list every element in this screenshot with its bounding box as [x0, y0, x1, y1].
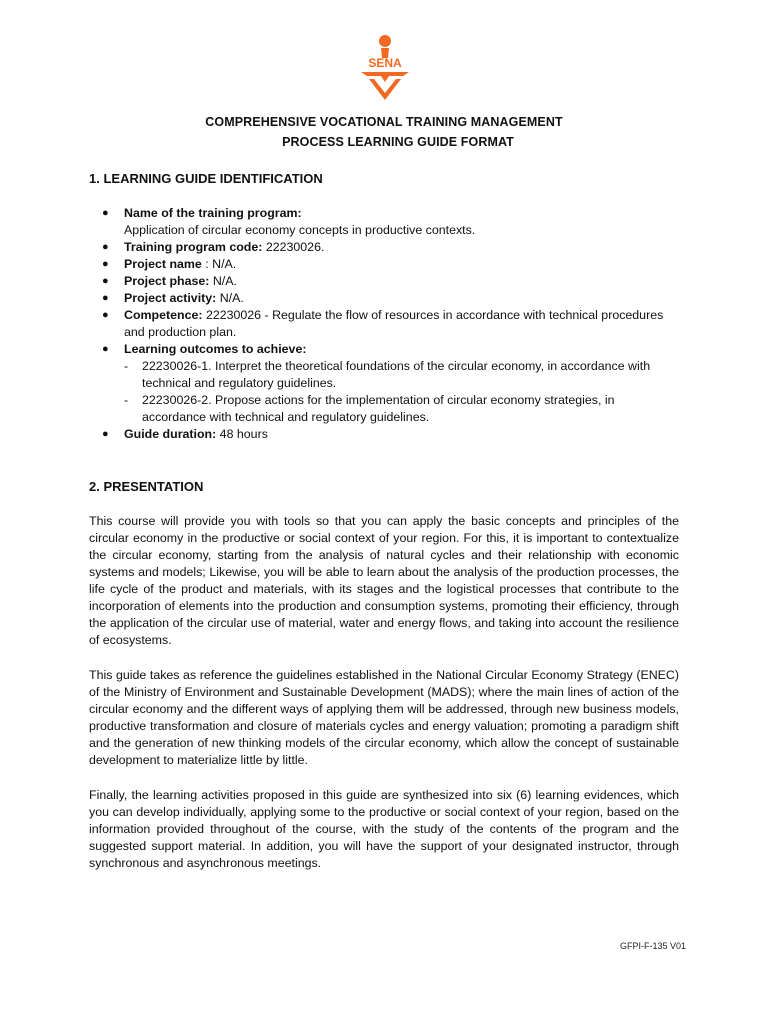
- project-name-label: Project name: [124, 257, 202, 271]
- program-value: Application of circular economy concepts in productive contexts.: [124, 223, 476, 237]
- identification-list: [89, 205, 679, 443]
- document-title-line-1: COMPREHENSIVE VOCATIONAL TRAINING MANAGEMENT: [205, 115, 563, 129]
- list-item-code: [89, 239, 679, 256]
- learning-outcome-text: 22230026-2. Propose actions for the implementation of circular economy strategies, in accordance with technical and regulatory guidelines.: [142, 393, 615, 424]
- competence-label: Competence:: [124, 308, 203, 322]
- presentation-paragraph-3: Finally, the learning activities proposed in this guide are synthesized into six (6) learning evidences, which you can develop individually, applying some to the productive or social context of your region, based on the information provided throughout of the course, with the study of the contents of the program and the suggested support material. In addition, you will have the support of your designated instructor, through synchronous and asynchronous meetings.: [89, 788, 679, 870]
- list-item-program: [89, 205, 679, 239]
- learning-outcomes-label: Learning outcomes to achieve:: [124, 342, 307, 356]
- project-name-value: : N/A.: [201, 257, 237, 271]
- learning-outcome-text: 22230026-1. Interpret the theoretical foundations of the circular economy, in accordance with technical and regulatory guidelines.: [142, 359, 651, 390]
- section-2-heading: 2. PRESENTATION: [89, 479, 204, 494]
- project-phase-value: N/A.: [209, 274, 237, 288]
- list-item-project-activity: [89, 290, 679, 307]
- bullet-icon: ●: [102, 309, 109, 321]
- duration-label: Guide duration:: [124, 427, 217, 441]
- section-1-heading: 1. LEARNING GUIDE IDENTIFICATION: [89, 171, 323, 186]
- bullet-icon: ●: [102, 275, 109, 287]
- bullet-icon: ●: [102, 241, 109, 253]
- list-item-project-name: [89, 256, 679, 273]
- list-item-learning-outcomes: [89, 341, 679, 426]
- project-phase-label: Project phase:: [124, 274, 210, 288]
- project-activity-value: N/A.: [216, 291, 244, 305]
- duration-value: 48 hours: [216, 427, 268, 441]
- project-activity-label: Project activity:: [124, 291, 217, 305]
- footer-document-code: GFPI-F-135 V01: [620, 941, 687, 951]
- sena-logo: [355, 34, 415, 104]
- presentation-paragraph-1: This course will provide you with tools so that you can apply the basic concepts and principles of the circular economy in the productive or social context of your region. For this, it is important to contextualize the circular economy, starting from the analysis of natural cycles and their relationship with economic systems and models; Likewise, you will be able to learn about the analysis of the production processes, the life cycle of the product and materials, with its stages and the logistical processes that contribute to the incorporation of elements into the production and consumption systems, promoting their efficiency, through the application of the circular use of material, water and energy flows, and taking into account the resilience of ecosystems.: [89, 514, 679, 647]
- document-title-line-2: PROCESS LEARNING GUIDE FORMAT: [282, 135, 514, 149]
- competence-value: 22230026 - Regulate the flow of resources in accordance with technical procedures and production plan.: [124, 308, 664, 339]
- learning-outcomes-list: [124, 358, 679, 426]
- bullet-icon: ●: [102, 428, 109, 440]
- list-item-competence: [89, 307, 679, 341]
- bullet-icon: ●: [102, 207, 109, 219]
- dash-icon: -: [124, 359, 129, 373]
- logo-text: SENA: [368, 56, 402, 70]
- list-item-project-phase: [89, 273, 679, 290]
- dash-icon: -: [124, 393, 129, 407]
- bullet-icon: ●: [102, 292, 109, 304]
- learning-outcome-item: [124, 358, 679, 392]
- bullet-icon: ●: [102, 343, 109, 355]
- list-item-duration: [89, 426, 679, 443]
- code-value: 22230026.: [262, 240, 325, 254]
- bullet-icon: ●: [102, 258, 109, 270]
- learning-outcome-item: [124, 392, 679, 426]
- program-label: Name of the training program:: [124, 206, 302, 220]
- presentation-paragraph-2: This guide takes as reference the guidelines established in the National Circular Economy Strategy (ENEC) of the Ministry of Environment and Sustainable Development (MADS); where the main lines of action of the circular economy and the different ways of applying them will be addressed, through new business models, productive transformation and closure of materials cycles and energy valuation; promoting a paradigm shift and the generation of new thinking models of the circular economy, which allow the concept of sustainable development to materialize little by little.: [89, 668, 679, 767]
- code-label: Training program code:: [124, 240, 263, 254]
